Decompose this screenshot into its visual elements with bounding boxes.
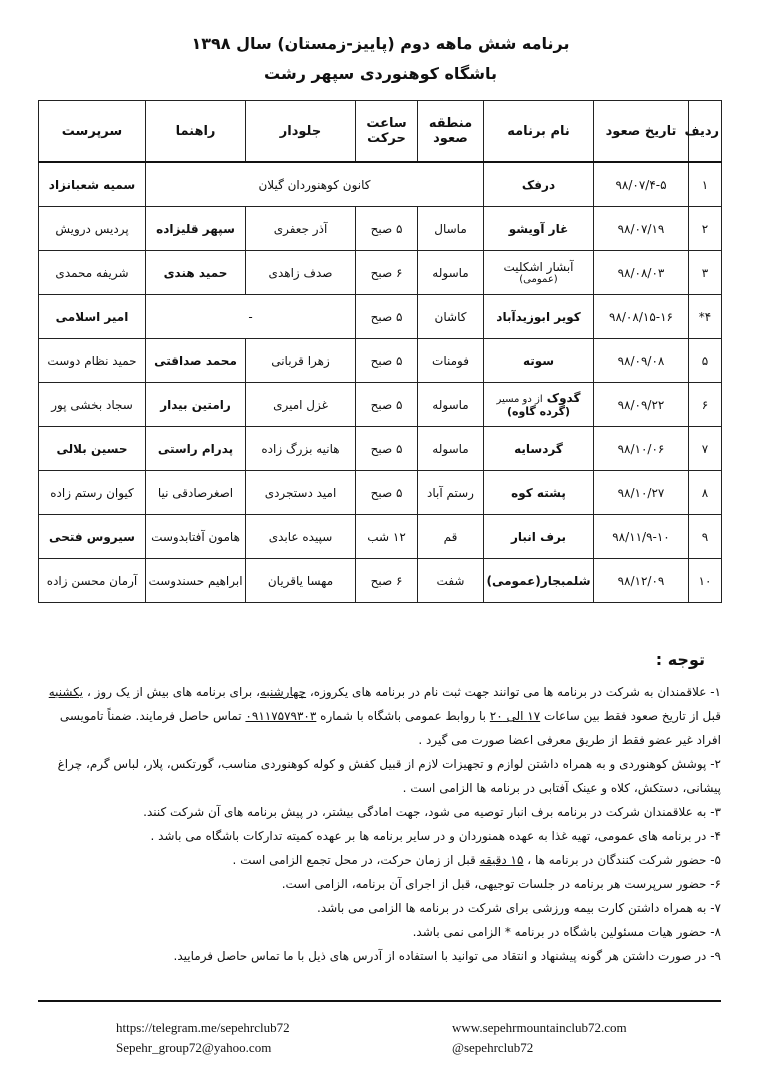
row-num: ۳ <box>689 251 722 295</box>
row-time: ۵ صبح <box>356 383 418 427</box>
row-time: ۱۲ شب <box>356 515 418 559</box>
row-time: ۶ صبح <box>356 559 418 603</box>
table-row <box>39 471 722 515</box>
row-time: ۵ صبح <box>356 207 418 251</box>
row-date: ۹۸/۰۸/۱۵-۱۶ <box>594 295 689 339</box>
table-row <box>39 383 722 427</box>
row-time: ۵ صبح <box>356 295 418 339</box>
footer-right <box>452 1018 627 1058</box>
row-lead: غزل امیری <box>246 383 356 427</box>
table-row <box>39 162 722 207</box>
row-date: ۹۸/۰۹/۰۸ <box>594 339 689 383</box>
row-lead-guide: - <box>146 295 356 339</box>
social-handle[interactable]: @sepehrclub72 <box>452 1040 534 1055</box>
row-lead: زهرا قربانی <box>246 339 356 383</box>
note-4: ۴- در برنامه های عمومی، تهیه غذا به عهده همنوردان و در سایر برنامه ها بر عهده کمیته تدارکات باشگاه می باشد . <box>150 829 721 843</box>
row-supervisor: سیروس فتحی <box>39 515 146 559</box>
table-row <box>39 251 722 295</box>
note-text: ۵- حضور شرکت کنندگان در برنامه ها ، <box>527 853 721 867</box>
header-supervisor: سرپرست <box>39 101 146 163</box>
program-note: (گرده گاوه) <box>506 405 571 418</box>
row-program: غار آویشو <box>484 207 594 251</box>
row-num: ۱ <box>689 162 722 207</box>
row-supervisor: حمید نظام دوست <box>39 339 146 383</box>
row-program: پشته کوه <box>484 471 594 515</box>
row-time: ۶ صبح <box>356 251 418 295</box>
email-link[interactable]: Sepehr_group72@yahoo.com <box>116 1040 272 1055</box>
footer-divider <box>38 1000 721 1002</box>
program-note: (عمومی) <box>519 274 558 285</box>
note-text: ، برای برنامه های بیش از یک روز ، <box>86 685 260 699</box>
row-lead: امید دستجردی <box>246 471 356 515</box>
note-emphasis: ۱۵ دقیقه <box>479 853 524 867</box>
row-region: ماسال <box>418 207 484 251</box>
table-row <box>39 207 722 251</box>
note-8: ۸- حضور هیات مسئولین باشگاه در برنامه * الزامی نمی باشد. <box>412 925 721 939</box>
row-program: درفک <box>484 162 594 207</box>
row-date: ۹۸/۰۸/۰۳ <box>594 251 689 295</box>
row-program: سوته <box>484 339 594 383</box>
row-organizer: کانون کوهنوردان گیلان <box>146 162 484 207</box>
header-date: تاریخ صعود <box>594 101 689 163</box>
row-guide: هامون آفتابدوست <box>146 515 246 559</box>
row-time: ۵ صبح <box>356 471 418 515</box>
table-row <box>39 339 722 383</box>
note-3: ۳- به علاقمندان شرکت در برنامه برف انبار توصیه می شود، جهت امادگی بیشتر، در پیش برنامه های آن شرکت کنند. <box>143 805 721 819</box>
row-guide: محمد صداقتی <box>146 339 246 383</box>
header-program: نام برنامه <box>484 101 594 163</box>
row-supervisor: آرمان محسن زاده <box>39 559 146 603</box>
row-num: ۶ <box>689 383 722 427</box>
website-link[interactable]: www.sepehrmountainclub72.com <box>452 1020 627 1035</box>
row-num: ۷ <box>689 427 722 471</box>
row-guide: ابراهیم حسندوست <box>146 559 246 603</box>
row-date: ۹۸/۰۹/۲۲ <box>594 383 689 427</box>
note-text: با روابط عمومی باشگاه با شماره <box>320 709 486 723</box>
table-row <box>39 295 722 339</box>
row-time: ۵ صبح <box>356 339 418 383</box>
row-region: ماسوله <box>418 383 484 427</box>
footer-left <box>116 1018 290 1058</box>
row-time: ۵ صبح <box>356 427 418 471</box>
table-row <box>39 559 722 603</box>
row-num: ۵ <box>689 339 722 383</box>
note-emphasis: ۱۷ الی ۲۰ <box>489 709 541 723</box>
row-date: ۹۸/۱۲/۰۹ <box>594 559 689 603</box>
header-time: ساعت حرکت <box>356 101 418 163</box>
note-6: ۶- حضور سرپرست هر برنامه در جلسات توجیهی، قبل از اجرای آن برنامه، الزامی است. <box>281 877 721 891</box>
row-supervisor: امیر اسلامی <box>39 295 146 339</box>
row-date: ۹۸/۱۱/۹-۱۰ <box>594 515 689 559</box>
row-guide: سپهر قلیزاده <box>146 207 246 251</box>
row-region: شفت <box>418 559 484 603</box>
note-text: قبل از تاریخ صعود فقط بین ساعات <box>544 709 721 723</box>
row-supervisor: سجاد بخشی پور <box>39 383 146 427</box>
schedule-table <box>38 100 722 603</box>
header-num: ردیف <box>689 101 722 163</box>
row-num: ۱۰ <box>689 559 722 603</box>
table-row <box>39 427 722 471</box>
note-emphasis: یکشنبه <box>48 685 84 699</box>
row-lead: مهسا یاقریان <box>246 559 356 603</box>
note-1 <box>38 680 721 752</box>
notes-section <box>38 680 721 968</box>
row-lead: آذر جعفری <box>246 207 356 251</box>
row-guide: رامتین بیدار <box>146 383 246 427</box>
row-lead: هانیه بزرگ زاده <box>246 427 356 471</box>
row-program <box>484 383 594 427</box>
telegram-link[interactable]: https://telegram.me/sepehrclub72 <box>116 1020 290 1035</box>
note-2: ۲- پوشش کوهنوردی و به همراه داشتن لوازم و تجهیزات لازم از قبیل کفش و کوله کوهنوردی مناسب، گورتکس، پلار، لباس گرم، چراغ پیشانی، دستکش، کلاه و عینک آفتابی در برنامه ها الزامی است . <box>57 757 721 795</box>
row-region: فومنات <box>418 339 484 383</box>
row-date: ۹۸/۱۰/۰۶ <box>594 427 689 471</box>
row-program <box>484 251 594 295</box>
row-supervisor: شریفه محمدی <box>39 251 146 295</box>
row-guide: اصغرصادقی نیا <box>146 471 246 515</box>
note-text: ۱- علاقمندان به شرکت در برنامه ها می توانند جهت ثبت نام در برنامه های یکروزه، <box>309 685 721 699</box>
row-supervisor: سمیه شعبانزاد <box>39 162 146 207</box>
table-header-row <box>39 101 722 163</box>
header-region: منطقه صعود <box>418 101 484 163</box>
row-num: ۴* <box>689 295 722 339</box>
row-date: ۹۸/۰۷/۴-۵ <box>594 162 689 207</box>
row-date: ۹۸/۰۷/۱۹ <box>594 207 689 251</box>
row-program: برف انبار <box>484 515 594 559</box>
row-supervisor: حسین بلالی <box>39 427 146 471</box>
row-num: ۸ <box>689 471 722 515</box>
program-prefix: از دو مسیر <box>496 394 543 405</box>
row-region: ماسوله <box>418 251 484 295</box>
note-5 <box>38 848 721 872</box>
row-program: کویر ابوزیدآباد <box>484 295 594 339</box>
row-region: قم <box>418 515 484 559</box>
row-guide: پدرام راستی <box>146 427 246 471</box>
note-9: ۹- در صورت داشتن هر گونه پیشنهاد و انتقاد می توانید با استفاده از آدرس های ذیل با ما تماس حاصل فرمایید. <box>173 949 721 963</box>
row-lead: صدف زاهدی <box>246 251 356 295</box>
row-supervisor: پردیس درویش <box>39 207 146 251</box>
row-lead: سپیده عابدی <box>246 515 356 559</box>
header-lead: جلودار <box>246 101 356 163</box>
note-emphasis: چهارشنبه <box>259 685 307 699</box>
header-guide: راهنما <box>146 101 246 163</box>
row-guide: حمید هندی <box>146 251 246 295</box>
club-name: باشگاه کوهنوردی سپهر رشت <box>264 64 497 83</box>
notes-title: توجه : <box>655 650 705 669</box>
document-title: برنامه شش ماهه دوم (پاییز-زمستان) سال ۱۳۹۸ <box>191 34 570 53</box>
row-region: ماسوله <box>418 427 484 471</box>
program-name: گدوک <box>546 391 581 405</box>
note-7: ۷- به همراه داشتن کارت بیمه ورزشی برای شرکت در برنامه ها الزامی می باشد. <box>317 901 721 915</box>
phone-number: ۰۹۱۱۷۵۷۹۳۰۳ <box>245 709 317 723</box>
row-region: کاشان <box>418 295 484 339</box>
row-num: ۲ <box>689 207 722 251</box>
table-row <box>39 515 722 559</box>
row-program: شلمبجار(عمومی) <box>484 559 594 603</box>
note-text: تماس حاصل فرمایند. ضمناً تامویسی افراد غیر عضو فقط از طریق معرفی اعضا صورت می گیرد . <box>59 709 721 747</box>
row-program: گردسایه <box>484 427 594 471</box>
row-num: ۹ <box>689 515 722 559</box>
program-name: آبشار اشکلیت <box>503 260 574 274</box>
note-text: قبل از زمان حرکت، در محل تجمع الزامی است . <box>232 853 476 867</box>
row-date: ۹۸/۱۰/۲۷ <box>594 471 689 515</box>
row-supervisor: کیوان رستم زاده <box>39 471 146 515</box>
row-region: رستم آباد <box>418 471 484 515</box>
